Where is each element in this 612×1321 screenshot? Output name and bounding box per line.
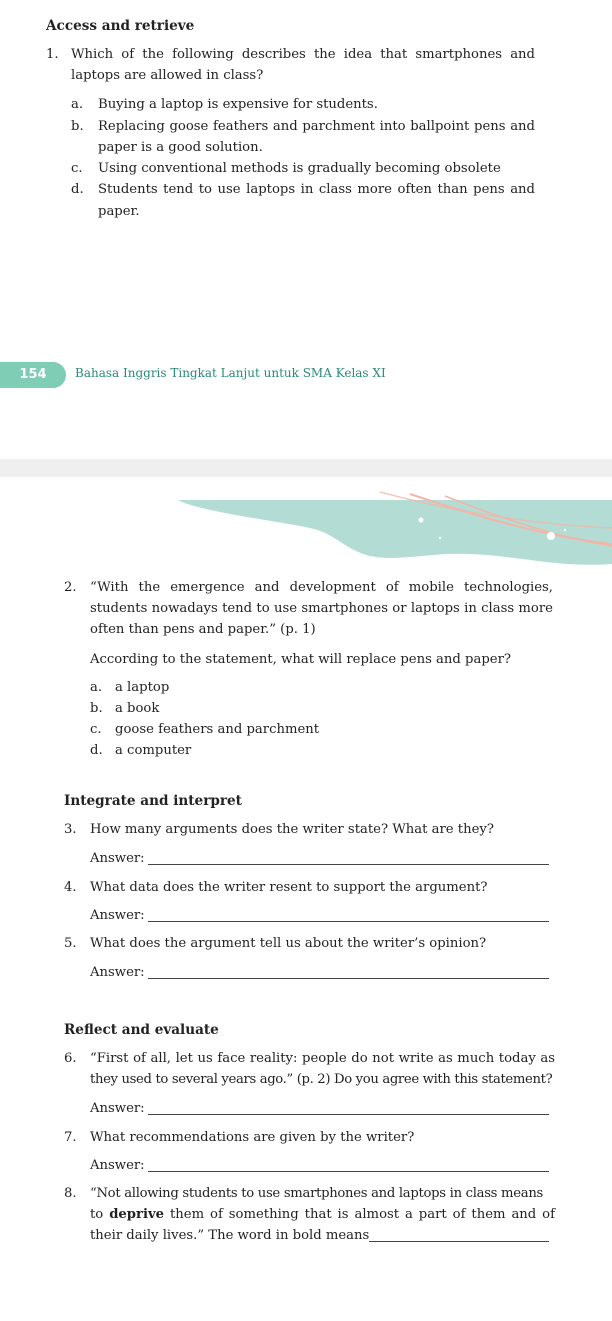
header-wave-decoration	[0, 478, 612, 570]
question-7-answer-label: Answer:	[90, 1158, 145, 1173]
question-4-answer-line[interactable]	[148, 921, 549, 922]
question-7-text: What recommendations are given by the writer?	[90, 1130, 415, 1145]
section-title-access-retrieve: Access and retrieve	[46, 18, 195, 34]
question-8-answer-line[interactable]	[369, 1241, 549, 1242]
book-title-footer: Bahasa Inggris Tingkat Lanjut untuk SMA Kelas XI	[75, 366, 386, 380]
question-6-line-2: they used to several years ago.” (p. 2) Do you agree with this statement?	[90, 1072, 553, 1087]
q1-option-c-letter: c.	[71, 161, 83, 176]
question-5-answer-line[interactable]	[148, 978, 549, 979]
q1-option-b-line-2: paper is a good solution.	[98, 140, 263, 155]
question-8-line-2-prefix: to	[90, 1207, 110, 1222]
bold-word-deprive: deprive	[109, 1207, 165, 1222]
question-3-text: How many arguments does the writer state? What are they?	[90, 822, 494, 837]
question-2-prompt: According to the statement, what will replace pens and paper?	[90, 652, 511, 667]
question-number-6: 6.	[64, 1051, 77, 1066]
question-8-line-1: “Not allowing students to use smartphones and laptops in class means	[90, 1186, 543, 1201]
q1-option-a-text: Buying a laptop is expensive for students.	[98, 97, 378, 112]
q1-option-d-letter: d.	[71, 182, 84, 197]
question-5-text: What does the argument tell us about the writer’s opinion?	[90, 936, 487, 951]
question-7-answer-line[interactable]	[148, 1171, 549, 1172]
q1-option-a-letter: a.	[71, 97, 84, 112]
q1-option-c-text: Using conventional methods is gradually becoming obsolete	[98, 161, 501, 176]
question-1-line-1: Which of the following describes the idea that smartphones and	[71, 47, 535, 62]
question-6-line-1: “First of all, let us face reality: people do not write as much today as	[90, 1051, 555, 1066]
q1-option-d-line-1: Students tend to use laptops in class more often than pens and	[98, 182, 535, 197]
question-4-text: What data does the writer resent to support the argument?	[90, 880, 488, 895]
q1-option-b-letter: b.	[71, 119, 84, 134]
q2-option-c-letter: c.	[90, 722, 102, 737]
question-6-answer-line[interactable]	[148, 1114, 549, 1115]
q2-option-b-letter: b.	[90, 701, 103, 716]
question-number-1: 1.	[46, 47, 59, 62]
q1-option-d-line-2: paper.	[98, 204, 140, 219]
question-number-3: 3.	[64, 822, 77, 837]
question-2-line-1: “With the emergence and development of mobile technologies,	[90, 580, 553, 595]
question-3-answer-label: Answer:	[90, 851, 145, 866]
question-8-line-2	[90, 1206, 555, 1224]
q2-option-a-text: a laptop	[115, 680, 170, 695]
question-5-answer-label: Answer:	[90, 965, 145, 980]
question-number-2: 2.	[64, 580, 77, 595]
question-2-line-2: students nowadays tend to use smartphones or laptops in class more	[90, 601, 553, 616]
question-3-answer-line[interactable]	[148, 864, 549, 865]
page-number-badge: 154	[0, 362, 66, 388]
question-number-7: 7.	[64, 1130, 77, 1145]
question-2-line-3: often than pens and paper.” (p. 1)	[90, 622, 316, 637]
q2-option-d-text: a computer	[115, 743, 192, 758]
question-number-8: 8.	[64, 1186, 77, 1201]
question-8-line-2-suffix: them of something that is almost a part of them and of	[164, 1207, 556, 1222]
page-divider	[0, 459, 612, 477]
q2-option-d-letter: d.	[90, 743, 103, 758]
question-number-5: 5.	[64, 936, 77, 951]
question-number-4: 4.	[64, 880, 77, 895]
q2-option-c-text: goose feathers and parchment	[115, 722, 320, 737]
question-4-answer-label: Answer:	[90, 908, 145, 923]
question-8-line-3: their daily lives.” The word in bold means	[90, 1228, 370, 1243]
section-title-integrate-interpret: Integrate and interpret	[64, 793, 242, 809]
question-6-answer-label: Answer:	[90, 1101, 145, 1116]
q2-option-b-text: a book	[115, 701, 160, 716]
section-title-reflect-evaluate: Reflect and evaluate	[64, 1022, 219, 1038]
question-1-line-2: laptops are allowed in class?	[71, 68, 264, 83]
q2-option-a-letter: a.	[90, 680, 103, 695]
q1-option-b-line-1: Replacing goose feathers and parchment into ballpoint pens and	[98, 119, 535, 134]
